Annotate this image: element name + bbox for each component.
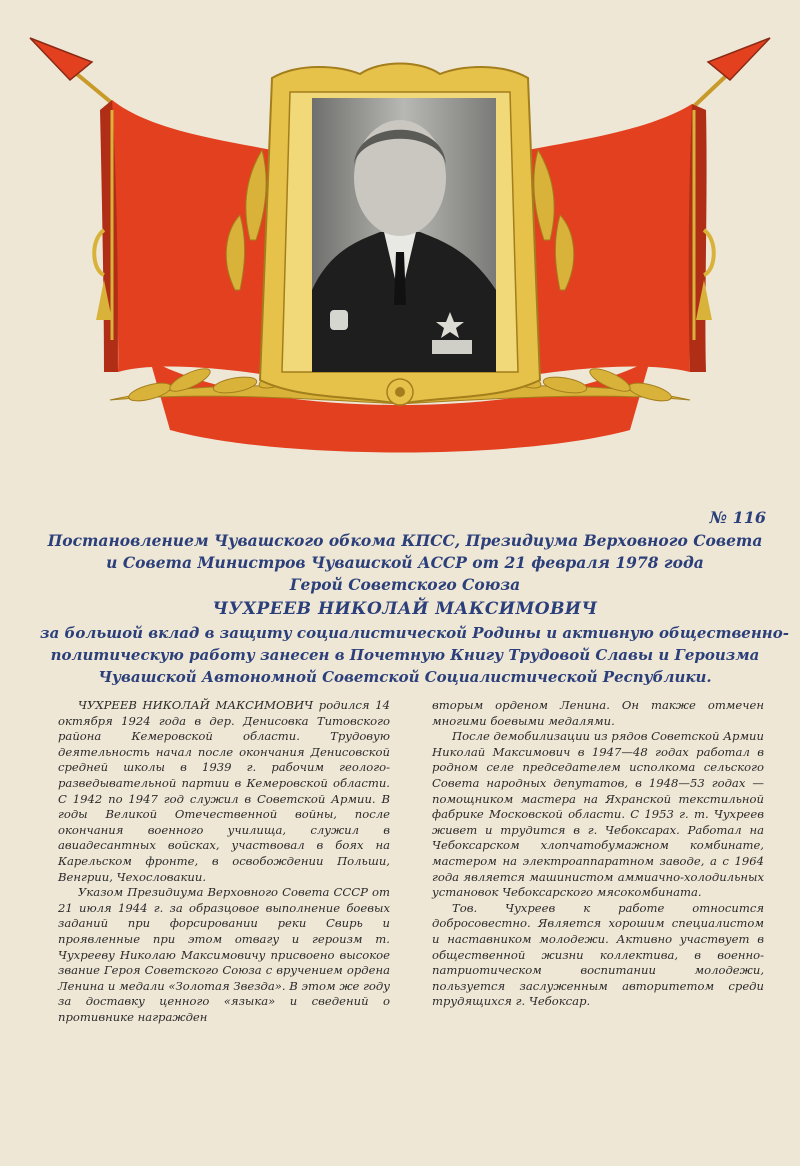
person-name: ЧУХРЕЕВ НИКОЛАЙ МАКСИМОВИЧ [212,599,598,619]
award-line-2: политическую работу занесен в Почетную Книгу Трудовой Славы и Героизма [50,646,760,664]
decree-line-2: и Совета Министров Чувашской АССР от 21 февраля 1978 года [106,553,704,572]
award-line-1: за большой вклад в защиту социалистической Родины и активную общественно- [40,624,789,642]
biography-paragraph: Тов. Чухреев к работе относится добросовестно. Является хорошим специалистом и наставником молодежи. Активно участвует в общественной жизни коллектива, в военно-патриотическом воспитании молодежи, пользуется заслуженным авторитетом среди трудящихся г. Чебоксар. [432,900,764,1009]
biography [58,698,764,1025]
record-number: № 116 [709,508,766,527]
biography-right-column [432,698,764,1025]
decree-line-1: Постановлением Чувашского обкома КПСС, Президиума Верховного Совета [47,531,763,550]
portrait-photo [312,98,496,372]
biography-paragraph: ЧУХРЕЕВ НИКОЛАЙ МАКСИМОВИЧ родился 14 октября 1924 года в дер. Денисовка Титовского района Кемеровской области. Трудовую деятельность начал после окончания Денисовской средней школы в 1939 г. рабочим геолого-разведывательной партии в Кемеровской области. С 1942 по 1947 год служил в Советской Армии. В годы Великой Отечественной войны, после окончания военного училища, служил в авиадесантных войсках, участвовал в боях на Карельском фронте, в освобождении Польши, Венгрии, Чехословакии. [58,698,390,884]
decree-header [40,530,789,688]
portrait-emblem [0,0,800,480]
biography-paragraph: Указом Президиума Верховного Совета СССР от 21 июля 1944 г. за образцовое выполнение боевых заданий при форсировании реки Свирь и проявленные при этом отвагу и героизм т. Чухрееву Николаю Максимовичу присвоено высокое звание Героя Советского Союза с вручением ордена Ленина и медали «Золотая Звезда». В этом же году за доставку ценного «языка» и сведений о противнике награжден [58,885,390,1024]
hero-title: Герой Советского Союза [289,575,521,594]
biography-left-column [58,698,390,1025]
biography-paragraph: вторым орденом Ленина. Он также отмечен многими боевыми медалями. [432,698,764,728]
biography-paragraph: После демобилизации из рядов Советской Армии Николай Максимович в 1947—48 годах работал в родном селе председателем исполкома сельского Совета народных депутатов, в 1948—53 годах — помощником мастера на Яхранской текстильной фабрике Московской области. С 1953 г. т. Чухреев живет и трудится в г. Чебоксарах. Работал на Чебоксарском хлопчатобумажном комбинате, мастером на электроаппаратном заводе, а с 1964 года является машинистом аммиачно-холодильных установок Чебоксарского мясокомбината. [432,729,764,900]
award-line-3: Чувашской Автономной Советской Социалистической Республики. [98,668,712,686]
